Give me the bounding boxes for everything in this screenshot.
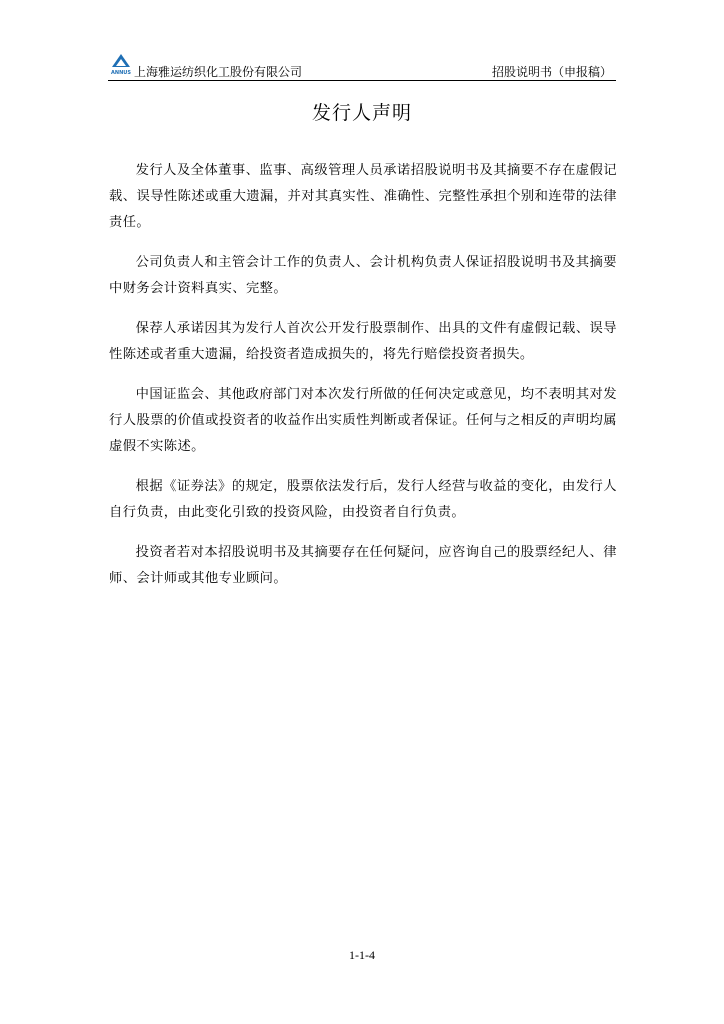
header-divider	[108, 80, 616, 81]
page-header	[108, 50, 616, 82]
logo-text: ANNUS	[111, 70, 131, 76]
paragraph: 根据《证券法》的规定，股票依法发行后，发行人经营与收益的变化，由发行人自行负责，由此变化引致的投资风险，由投资者自行负责。	[109, 479, 617, 520]
company-name: 上海雅运纺织化工股份有限公司	[134, 65, 303, 79]
page-title: 发行人声明	[311, 102, 412, 124]
statement-body	[109, 158, 617, 606]
page-number: 1-1-4	[349, 948, 375, 962]
paragraph: 保荐人承诺因其为发行人首次公开发行股票制作、出具的文件有虚假记载、误导性陈述或者重大遗漏，给投资者造成损失的，将先行赔偿投资者损失。	[109, 321, 617, 362]
paragraph: 中国证监会、其他政府部门对本次发行所做的任何决定或意见，均不表明其对发行人股票的价值或投资者的收益作出实质性判断或者保证。任何与之相反的声明均属虚假不实陈述。	[109, 387, 617, 454]
paragraph: 发行人及全体董事、监事、高级管理人员承诺招股说明书及其摘要不存在虚假记载、误导性陈述或重大遗漏，并对其真实性、准确性、完整性承担个别和连带的法律责任。	[109, 163, 617, 230]
paragraph: 投资者若对本招股说明书及其摘要存在任何疑问，应咨询自己的股票经纪人、律师、会计师或其他专业顾问。	[109, 545, 617, 586]
paragraph: 公司负责人和主管会计工作的负责人、会计机构负责人保证招股说明书及其摘要中财务会计资料真实、完整。	[109, 255, 617, 296]
company-logo-icon	[108, 52, 134, 78]
document-type: 招股说明书（申报稿）	[491, 65, 612, 79]
